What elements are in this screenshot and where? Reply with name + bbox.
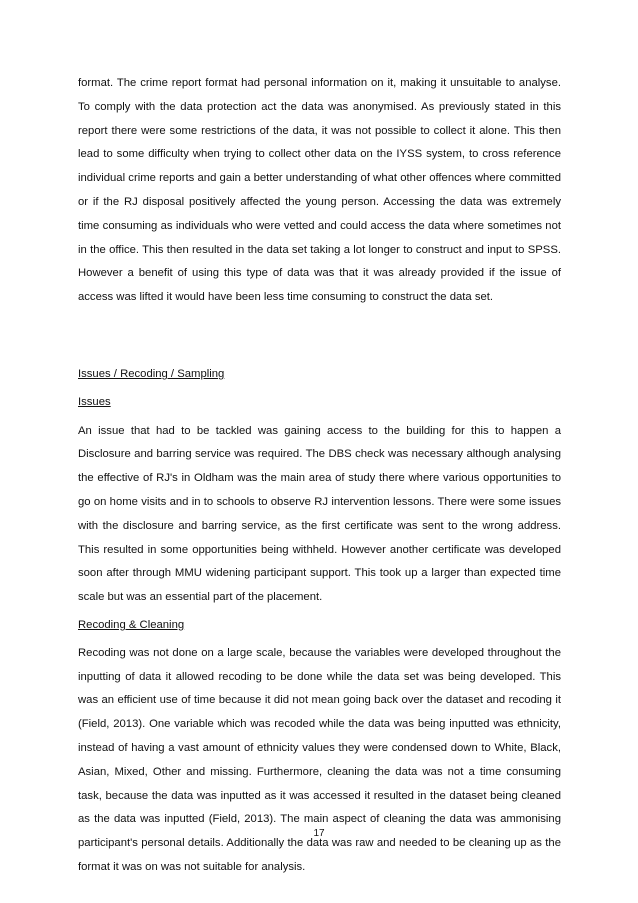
opening-section	[78, 72, 561, 310]
issues-paragraph: An issue that had to be tackled was gaining access to the building for this to happen a Disclosure and barring service was required. The DBS check was necessary although analysing the effective of RJ's in Oldham was the main area of study there where various opportunities to go on home visits and in to schools to observe RJ intervention lessons. There were some issues with the disclosure and barring service, as the first certificate was sent to the wrong address. This resulted in some opportunities being withheld. However another certificate was developed soon after through MMU widening participant support. This took up a larger than expected time scale but was an essential part of the placement.	[78, 424, 561, 604]
issues-section	[78, 363, 561, 880]
recoding-heading: Recoding & Cleaning	[78, 618, 185, 631]
page-number: 17	[313, 828, 325, 839]
section-heading: Issues / Recoding / Sampling	[78, 368, 225, 380]
continuation-paragraph: format. The crime report format had personal information on it, making it unsuitable to analyse. To comply with the data protection act the data was anonymised. As previously stated in this report there were some restrictions of the data, it was not possible to collect it alone. This then lead to some difficulty when trying to collect other data on the IYSS system, to cross reference individual crime reports and gain a better understanding of what other offences where committed or if the RJ disposal positively affected the young person. Accessing the data was extremely time consuming as individuals who were vetted and could access the data where sometimes not in the office. This then resulted in the data set taking a lot longer to construct and input to SPSS. However a benefit of using this type of data was that it was already provided if the issue of access was lifted it would have been less time consuming to construct the data set.	[78, 77, 561, 304]
recoding-paragraph: Recoding was not done on a large scale, because the variables were developed throughout the inputting of data it allowed recoding to be done while the data set was being developed. This was an efficient use of time because it did not mean going back over the dataset and recoding it (Field, 2013). One variable which was recoded while the data was being inputted was ethnicity, instead of having a vast amount of ethnicity values they were condensed down to White, Black, Asian, Mixed, Other and missing. Furthermore, cleaning the data was not a time consuming task, because the data was inputted as it was accessed it resulted in the dataset being cleaned as the data was inputted (Field, 2013). The main aspect of cleaning the data was ammonising participant's personal details. Additionally the data was raw and needed to be cleaning up as the format it was on was not suitable for analysis.	[78, 646, 561, 873]
issues-heading: Issues	[78, 395, 111, 408]
